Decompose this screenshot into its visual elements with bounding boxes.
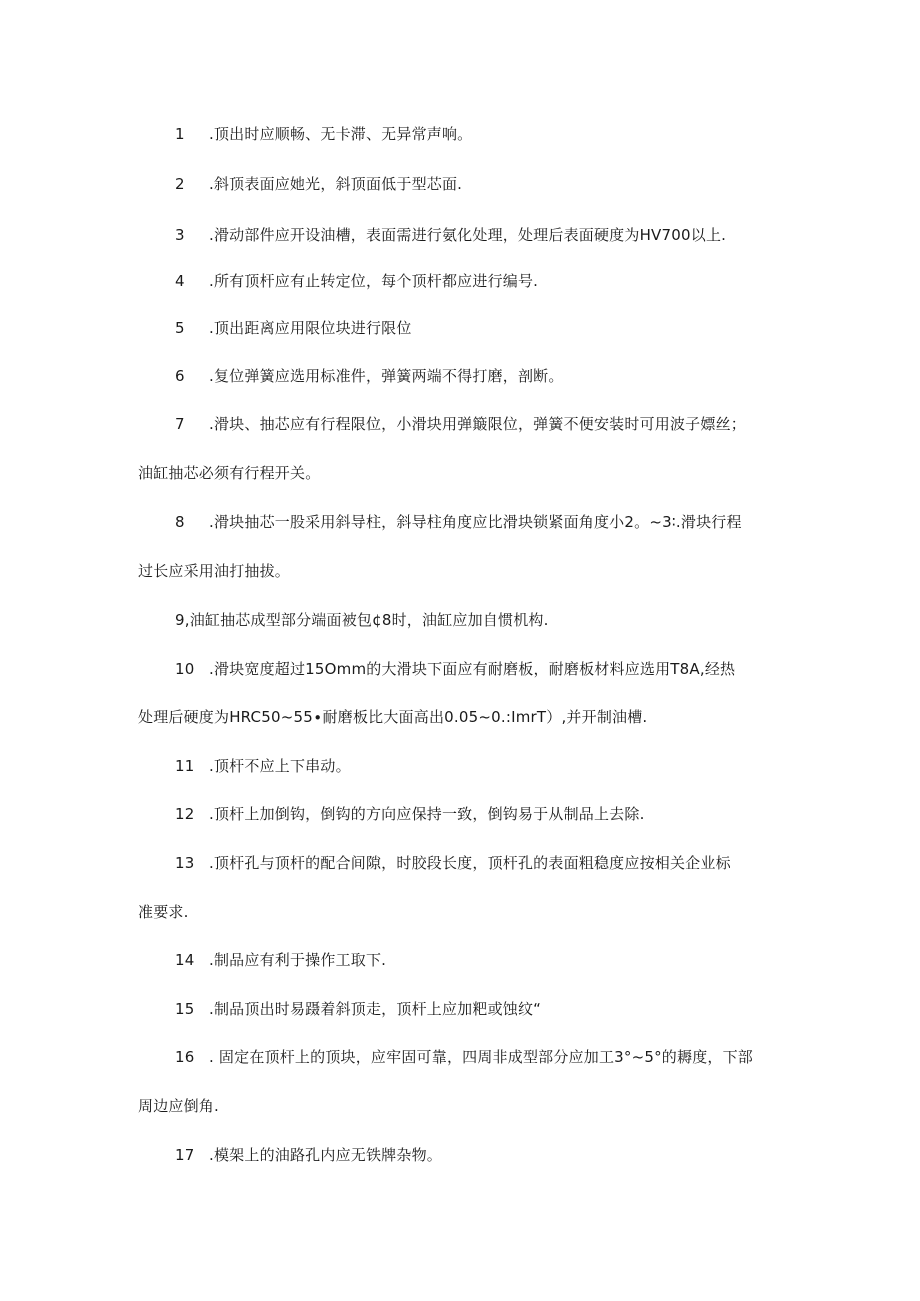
list-item xyxy=(175,950,386,970)
item-number: 13 xyxy=(175,854,195,872)
item-text: 准要求. xyxy=(138,903,189,921)
item-text: . 固定在顶杆上的顶块，应牢固可靠，四周非成型部分应加工3°~5°的耨度，下部 xyxy=(209,1048,753,1066)
item-number: 8 xyxy=(175,513,185,531)
item-number: 5 xyxy=(175,319,185,337)
item-text: .顶杆孔与顶杆的配合间隙，时胶段长度，顶杆孔的表面粗稳度应按相关企业标 xyxy=(209,854,731,872)
list-item xyxy=(175,366,564,386)
item-number: 11 xyxy=(175,757,195,775)
item-text: 周边应倒角. xyxy=(138,1097,219,1115)
list-item xyxy=(175,414,746,434)
item-text: 油缸抽芯必须有行程开关。 xyxy=(138,464,321,482)
item-number: 2 xyxy=(175,175,185,193)
item-text: .模架上的油路孔内应无铁牌杂物。 xyxy=(209,1146,442,1164)
list-item xyxy=(175,999,541,1019)
item-text: .滑块抽芯一股采用斜导柱，斜导柱角度应比滑块锁紧面角度小2。~3∶.滑块行程 xyxy=(209,513,742,531)
item-text: .顶杆上加倒钩，倒钩的方向应保持一致，倒钩易于从制品上去除. xyxy=(209,805,645,823)
item-number: 1 xyxy=(175,125,185,143)
item-number: 15 xyxy=(175,1000,195,1018)
item-number: 7 xyxy=(175,415,185,433)
item-text: .顶出距离应用限位块进行限位 xyxy=(209,319,412,337)
item-number: 3 xyxy=(175,226,185,244)
list-item xyxy=(175,853,731,873)
list-item xyxy=(175,124,472,144)
item-text: .所有顶杆应有止转定位，每个顶杆都应进行编号. xyxy=(209,272,539,290)
list-item-continuation xyxy=(138,707,647,727)
list-item xyxy=(175,174,462,194)
item-text: .制品顶出时易蹑着斜顶走，顶杆上应加粑或蚀纹“ xyxy=(209,1000,542,1018)
item-text: .滑动部件应开设油槽，表面需进行氨化处理，处理后表面硬度为HV700以上. xyxy=(209,226,727,244)
list-item-continuation xyxy=(138,463,320,483)
item-number: 4 xyxy=(175,272,185,290)
item-text: 过长应采用油打抽拔。 xyxy=(138,562,291,580)
list-item-continuation xyxy=(138,1096,219,1116)
item-number: 17 xyxy=(175,1146,195,1164)
item-text: 处理后硬度为HRC50~55∙耐磨板比大面高出0.05~0.:ImrT）,并开制油槽. xyxy=(138,708,648,726)
list-item xyxy=(175,610,549,630)
item-number: 14 xyxy=(175,951,195,969)
list-item xyxy=(175,1145,442,1165)
list-item xyxy=(175,659,735,679)
list-item-continuation xyxy=(138,902,189,922)
item-text: .顶杆不应上下串动。 xyxy=(209,757,351,775)
item-text: .滑块宽度超过15Omm的大滑块下面应有耐磨板，耐磨板材料应选用T8A,经热 xyxy=(209,660,736,678)
item-number: 10 xyxy=(175,660,195,678)
list-item xyxy=(175,225,726,245)
item-text: 9,油缸抽芯成型部分端面被包¢8时，油缸应加自惯机构. xyxy=(175,611,549,629)
item-number: 6 xyxy=(175,367,185,385)
list-item xyxy=(175,512,742,532)
list-item xyxy=(175,318,412,338)
list-item xyxy=(175,756,351,776)
item-number: 16 xyxy=(175,1048,195,1066)
list-item xyxy=(175,1047,753,1067)
item-text: .斜顶表面应她光，斜顶面低于型芯面. xyxy=(209,175,463,193)
list-item xyxy=(175,271,538,291)
item-text: .复位弹簧应选用标准件，弹簧两端不得打磨，剖断。 xyxy=(209,367,564,385)
item-text: .制品应有利于操作工取下. xyxy=(209,951,387,969)
list-item-continuation xyxy=(138,561,290,581)
item-number: 12 xyxy=(175,805,195,823)
item-text: .顶出时应顺畅、无卡滞、无异常声响。 xyxy=(209,125,473,143)
item-text: .滑块、抽芯应有行程限位，小滑块用弹簸限位，弹簧不便安装时可用波子嫖丝； xyxy=(209,415,746,433)
list-item xyxy=(175,804,645,824)
